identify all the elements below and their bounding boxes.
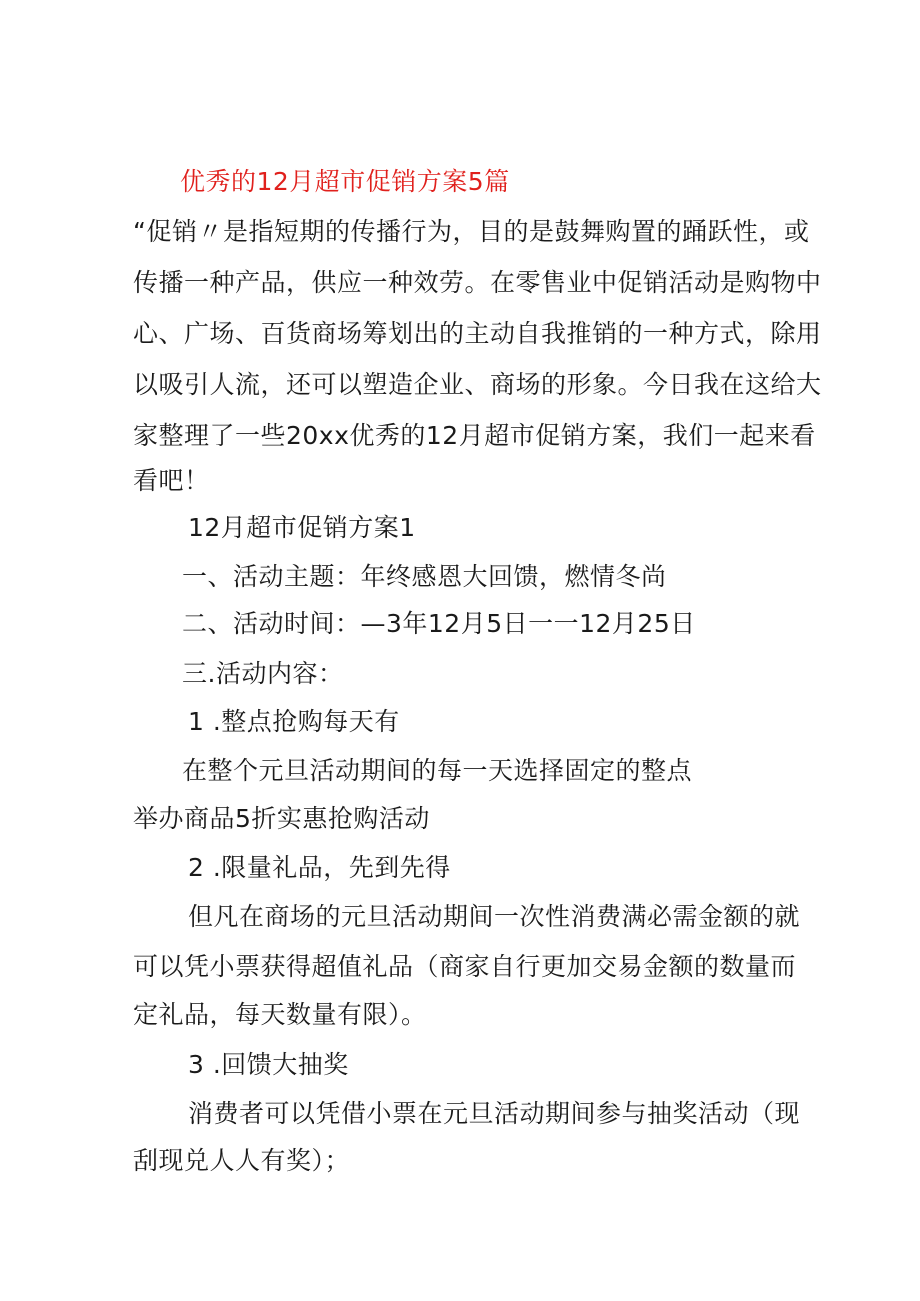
activity-content-label: 三.活动内容： bbox=[182, 659, 344, 688]
intro-line: 家整理了一些20xx优秀的12月超市促销方案，我们一起来看 bbox=[133, 421, 816, 450]
sub-heading-1: 1 .整点抢购每天有 bbox=[188, 707, 400, 736]
sub1-line: 在整个元旦活动期间的每一天选择固定的整点 bbox=[182, 756, 693, 785]
sub-heading-2: 2 .限量礼品，先到先得 bbox=[188, 853, 451, 882]
sub3-line: 消费者可以凭借小票在元旦活动期间参与抽奖活动（现 bbox=[188, 1099, 801, 1128]
sub2-line: 定礼品，每天数量有限）。 bbox=[133, 1000, 427, 1029]
intro-line: 传播一种产品，供应一种效劳。在零售业中促销活动是购物中 bbox=[133, 268, 822, 297]
intro-line: 看吧！ bbox=[133, 466, 210, 495]
intro-line: 以吸引人流，还可以塑造企业、商场的形象。今日我在这给大 bbox=[133, 370, 822, 399]
sub2-line: 但凡在商场的元旦活动期间一次性消费满必需金额的就 bbox=[188, 902, 801, 931]
sub-heading-3: 3 .回馈大抽奖 bbox=[188, 1050, 349, 1079]
section-heading: 12月超市促销方案1 bbox=[188, 513, 416, 542]
activity-time: 二、活动时间：—3年12月5日一一12月25日 bbox=[182, 609, 696, 638]
intro-line: 心、广场、百货商场筹划出的主动自我推销的一种方式，除用 bbox=[133, 319, 822, 348]
sub2-line: 可以凭小票获得超值礼品（商家自行更加交易金额的数量而 bbox=[133, 952, 797, 981]
sub3-line: 刮现兑人人有奖）； bbox=[133, 1146, 351, 1175]
activity-theme: 一、活动主题：年终感恩大回馈，燃情冬尚 bbox=[182, 562, 667, 591]
intro-line: “促销〃是指短期的传播行为，目的是鼓舞购置的踊跃性，或 bbox=[133, 217, 810, 246]
sub1-line: 举办商品5折实惠抢购活动 bbox=[133, 804, 430, 833]
document-title: 优秀的12月超市促销方案5篇 bbox=[180, 167, 510, 196]
